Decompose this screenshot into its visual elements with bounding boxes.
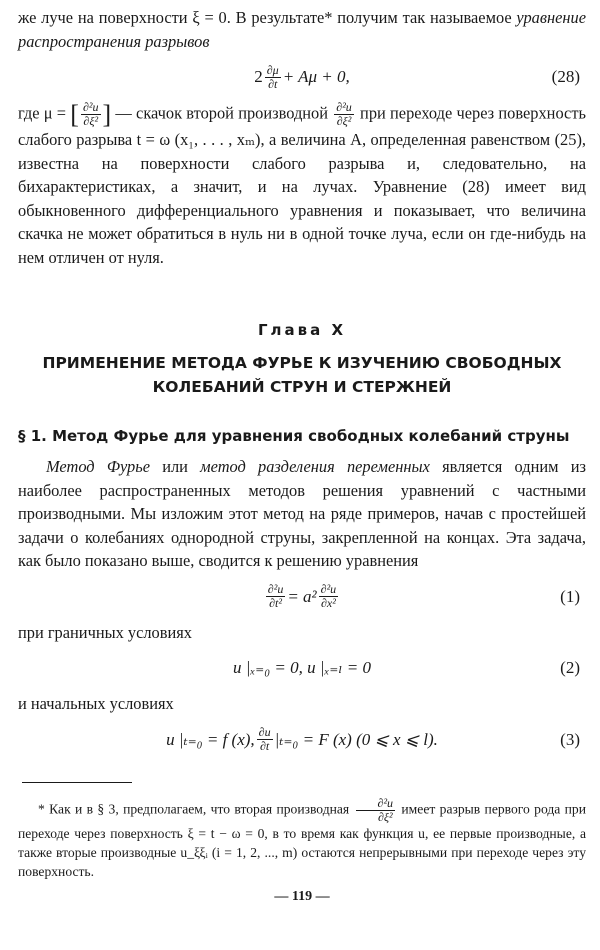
eq3-number: (3) [560,729,580,749]
chapter-title [18,351,586,399]
second-deriv-num: ∂²u [336,100,352,114]
eq1-lden: ∂t² [269,596,282,610]
footnote-rule [22,782,132,783]
left-bracket: [ [70,99,79,129]
footnote-den: ∂ξ² [377,809,393,824]
second-deriv-fraction [334,101,354,128]
footnote-num: ∂²u [356,797,396,811]
mu-num: ∂²u [82,100,99,114]
eq3-b: |ₜ₌₀ = F (x) (0 ⩽ x ⩽ l). [274,729,438,749]
paragraph-fourier [18,455,586,573]
eq1-rden: ∂x² [320,596,336,610]
eq2-number: (2) [560,658,580,677]
footnote-fraction [356,797,396,824]
page-number: — 119 — [274,888,330,904]
eq1-lnum: ∂²u [267,582,284,596]
eq3-a: u |ₜ₌₀ = f (x), [166,729,255,749]
eq28-den: ∂t [268,76,278,91]
paragraph-mid [18,101,586,269]
eq1-left-fraction [266,583,286,610]
eq1-right-fraction [319,583,339,610]
chapter-title-line1: ПРИМЕНЕНИЕ МЕТОДА ФУРЬЕ К ИЗУЧЕНИЮ СВОБОДНЫХ [42,354,562,372]
eq28-coef: 2 [254,67,263,86]
page [18,6,586,905]
footnote-b: имеет разрыв первого рода при переходе через поверхность ξ = t − ω = 0, в то время как функция u, ее первые производные, а также вторые производные u_ξξᵢ (i = 1, 2, ..., m) остаются непрерывными при переходе через эту поверхность. [18,801,586,879]
eq28-number: (28) [551,67,580,86]
eq3-num: ∂u [258,725,271,739]
fourier-italic-1: Метод Фурье [46,457,150,476]
fourier-text-2: является одним из наиболее распространенных методов решения уравнений с частными производными. Мы изложим этот метод на ряде примеров, начав с простейшей задачи о колебаниях однородной струны, закрепленной на концах. Эта задача, как было показано выше, сводится к решению уравнения [18,457,587,570]
boundary-text: при граничных условиях [18,622,192,642]
paragraph-top [18,6,586,53]
equation-28 [18,53,586,101]
eq28-rest: + Aμ + 0, [282,67,350,86]
paragraph-top-text: же луче на поверхности ξ = 0. В результате* получим так называемое [18,8,517,27]
fourier-italic-2: метод разделения переменных [200,457,430,476]
second-deriv-den: ∂ξ² [336,114,352,128]
initial-text: и начальных условиях [18,694,174,713]
chapter-label: Глава X [257,321,347,339]
mu-fraction [81,101,101,128]
eq28-fraction [265,64,281,91]
eq28-num: ∂μ [266,62,279,77]
eq1-number: (1) [560,586,580,606]
right-bracket: ] [102,99,112,129]
eq2-text: u |ₓ₌₀ = 0, u |ₓ₌ₗ = 0 [233,658,371,677]
paragraph-top-italic: уравнение распространения разрывов [18,8,586,51]
fourier-text-1: или [149,457,201,476]
chapter-title-line2: КОЛЕБАНИЙ СТРУН И СТЕРЖНЕЙ [152,378,452,396]
eq3-fraction [257,726,273,753]
equation-2 [18,644,586,692]
footnote [18,797,586,881]
footnote-a: * Как и в § 3, предполагаем, что вторая производная [38,801,354,817]
equation-1 [18,573,586,621]
para-mid-b: при переходе через поверхность слабого разрыва t = ω (x₁, . . . , xₘ), а величина A, определенная равенством (25), известна на поверхности слабого разрыва и, следовательно, на бихарактеристиках, а значит, и на лучах. Уравнение (28) имеет вид обыкновенного дифференциального уравнения и показывает, что величина скачка не может обратиться в нуль ни в одной точке луча, если он где-нибудь на нем отличен от нуля. [18,103,586,267]
section-title: § 1. Метод Фурье для уравнения свободных колебаний струны [18,427,570,445]
mu-den: ∂ξ² [83,114,99,128]
eq1-mid: = a² [287,586,317,606]
para-mid-pre: где μ = [18,103,67,123]
equation-3 [18,716,586,764]
eq3-den: ∂t [259,739,270,753]
para-mid-a: — скачок второй производной [115,103,329,123]
eq1-rnum: ∂²u [320,582,337,596]
